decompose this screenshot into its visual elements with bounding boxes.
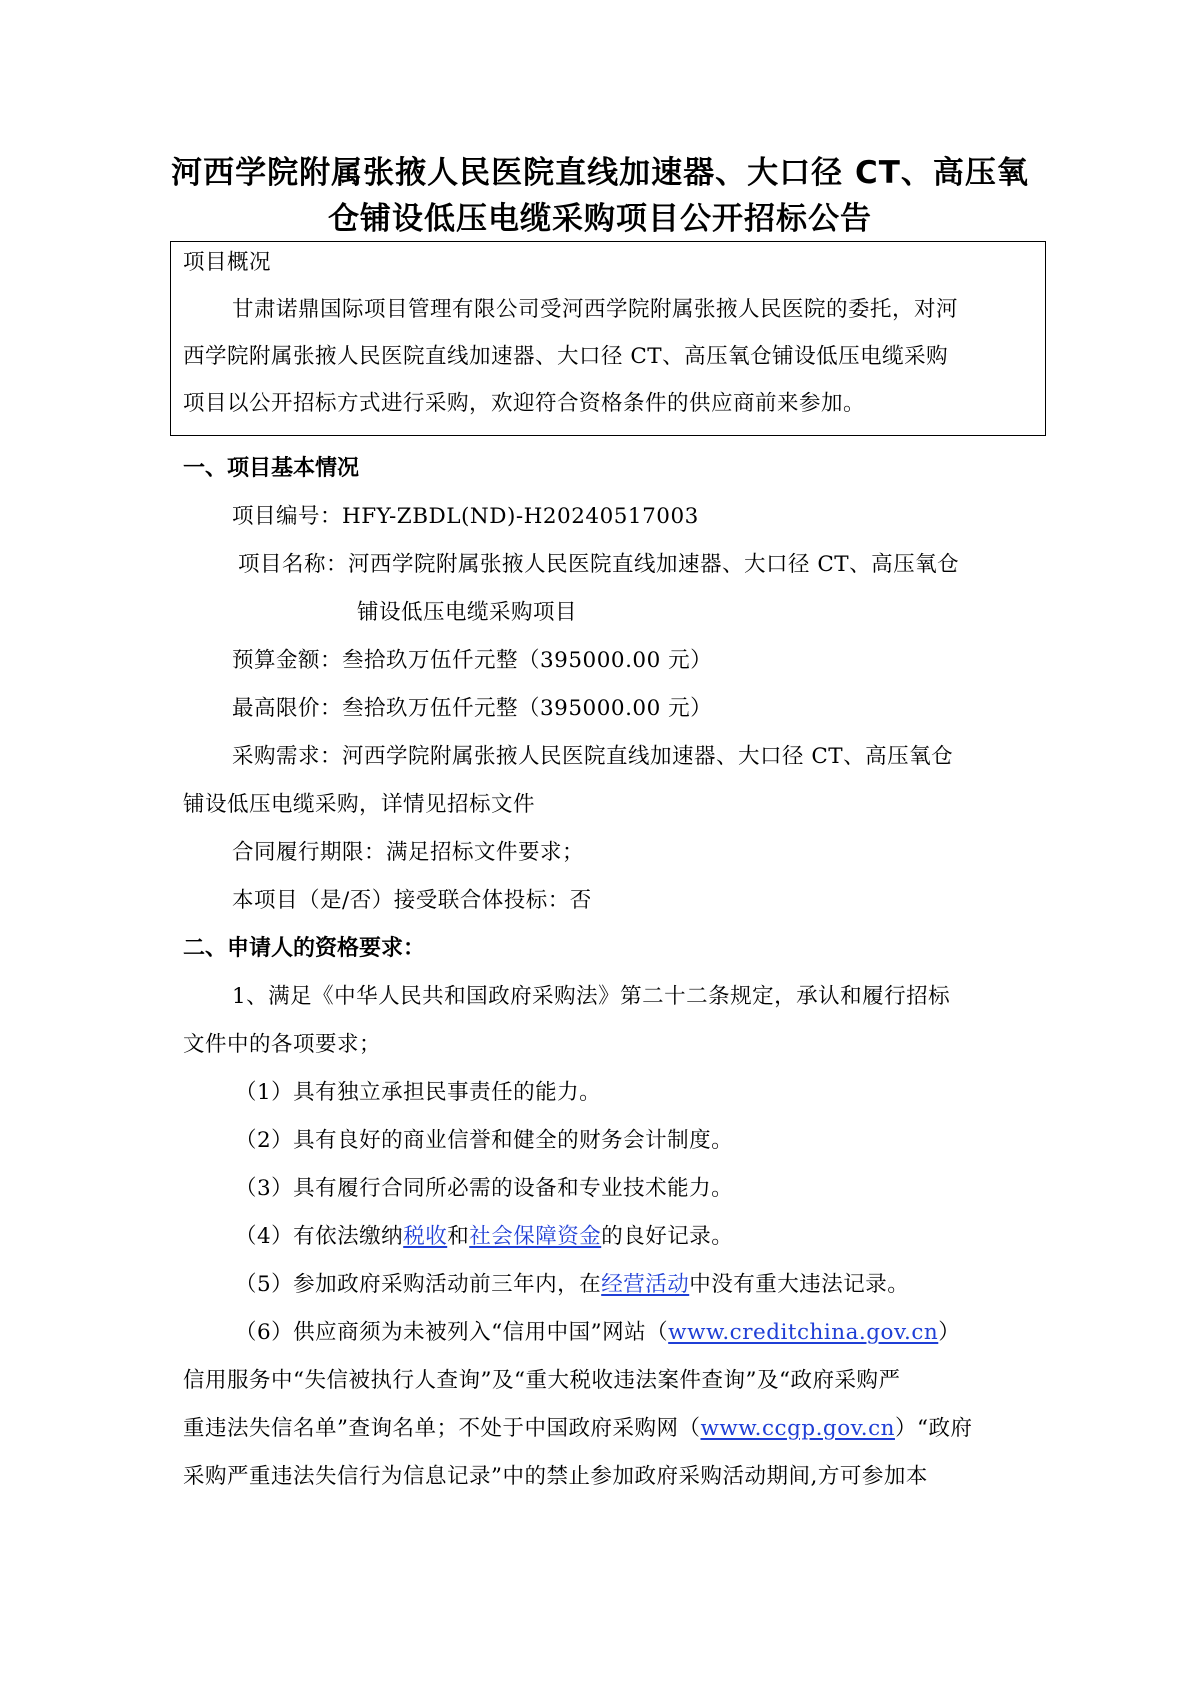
requirement-item-6-line-3-text-a: 重违法失信名单”查询名单；不处于中国政府采购网（ xyxy=(183,1416,701,1441)
document-title-line-1: 河西学院附属张掖人民医院直线加速器、大口径 CT、高压氧 xyxy=(171,155,1029,191)
budget-amount: 预算金额：叁拾玖万伍仟元整（395000.00 元） xyxy=(232,648,713,673)
requirement-item-4-text-b: 和 xyxy=(447,1224,470,1249)
overview-heading: 项目概况 xyxy=(183,250,272,275)
overview-text-line-3: 项目以公开招标方式进行采购，欢迎符合资格条件的供应商前来参加。 xyxy=(183,391,866,416)
requirement-item-5 xyxy=(235,1269,909,1301)
overview-text-line-1: 甘肃诺鼎国际项目管理有限公司受河西学院附属张掖人民医院的委托，对河 xyxy=(232,297,959,322)
requirement-item-4-text-a: （4）有依法缴纳 xyxy=(235,1224,404,1249)
business-activity-link[interactable]: 经营活动 xyxy=(601,1272,690,1297)
document-title-line-2: 仓铺设低压电缆采购项目公开招标公告 xyxy=(328,201,872,237)
creditchina-link[interactable]: www.creditchina.gov.cn xyxy=(668,1320,939,1345)
project-name-line-1: 项目名称：河西学院附属张掖人民医院直线加速器、大口径 CT、高压氧仓 xyxy=(238,552,960,577)
project-name-line-2: 铺设低压电缆采购项目 xyxy=(357,600,578,625)
requirement-item-6-line-1 xyxy=(235,1317,960,1349)
requirement-item-4 xyxy=(235,1221,733,1253)
ccgp-link[interactable]: www.ccgp.gov.cn xyxy=(700,1416,895,1441)
section-2-heading: 二、申请人的资格要求： xyxy=(183,936,426,961)
tax-link[interactable]: 税收 xyxy=(403,1224,448,1249)
requirement-item-5-text-a: （5）参加政府采购活动前三年内，在 xyxy=(235,1272,602,1297)
section-1-heading: 一、项目基本情况 xyxy=(183,456,360,481)
requirement-item-6-line-4: 采购严重违法失信行为信息记录”中的禁止参加政府采购活动期间,方可参加本 xyxy=(183,1464,928,1489)
contract-period: 合同履行期限：满足招标文件要求； xyxy=(232,840,585,865)
requirement-1-line-1: 1、满足《中华人民共和国政府采购法》第二十二条规定，承认和履行招标 xyxy=(232,984,951,1009)
requirement-item-6-line-3 xyxy=(183,1413,972,1445)
requirement-item-6-text-a: （6）供应商须为未被列入“信用中国”网站（ xyxy=(235,1320,669,1345)
requirement-item-6-line-3-text-b: ）“政府 xyxy=(894,1416,973,1441)
requirement-item-4-text-c: 的良好记录。 xyxy=(601,1224,734,1249)
requirement-item-6-text-b: ） xyxy=(938,1320,961,1345)
requirement-item-3: （3）具有履行合同所必需的设备和专业技术能力。 xyxy=(235,1176,734,1201)
requirement-1-line-2: 文件中的各项要求； xyxy=(183,1032,382,1057)
requirement-item-5-text-b: 中没有重大违法记录。 xyxy=(689,1272,910,1297)
requirement-item-2: （2）具有良好的商业信誉和健全的财务会计制度。 xyxy=(235,1128,734,1153)
project-number: 项目编号：HFY-ZBDL(ND)-H20240517003 xyxy=(232,504,699,529)
consortium-bidding: 本项目（是/否）接受联合体投标：否 xyxy=(232,888,592,913)
social-security-fund-link[interactable]: 社会保障资金 xyxy=(469,1224,602,1249)
max-price: 最高限价：叁拾玖万伍仟元整（395000.00 元） xyxy=(232,696,713,721)
requirement-item-1: （1）具有独立承担民事责任的能力。 xyxy=(235,1080,602,1105)
requirement-item-6-line-2: 信用服务中“失信被执行人查询”及“重大税收违法案件查询”及“政府采购严 xyxy=(183,1368,901,1393)
procurement-demand-line-1: 采购需求：河西学院附属张掖人民医院直线加速器、大口径 CT、高压氧仓 xyxy=(232,744,954,769)
overview-text-line-2: 西学院附属张掖人民医院直线加速器、大口径 CT、高压氧仓铺设低压电缆采购 xyxy=(183,344,949,369)
procurement-demand-line-2: 铺设低压电缆采购，详情见招标文件 xyxy=(183,792,536,817)
